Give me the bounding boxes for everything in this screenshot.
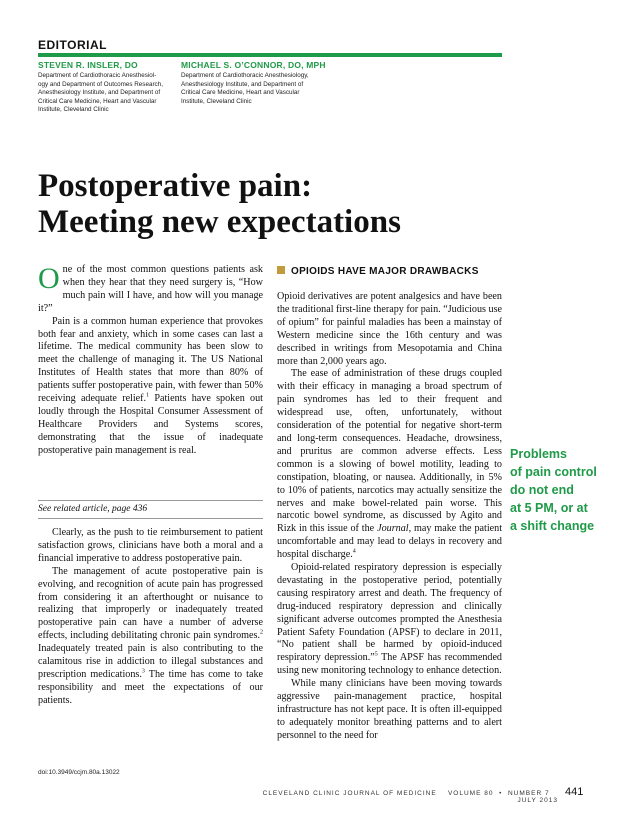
pull-quote-line: do not end (510, 483, 574, 497)
footer-volume: VOLUME 80 (447, 790, 494, 797)
section-heading (277, 266, 479, 277)
doi: doi:10.3949/ccjm.80a.13022 (38, 769, 120, 776)
paragraph (38, 316, 263, 458)
affiliation-line: ogy and Department of Outcomes Research, (38, 80, 163, 88)
paragraph-text: The time has come to take responsibility and meet the expectations of our patients. (38, 668, 263, 706)
affiliation-line: Institute, Cleveland Clinic (38, 106, 109, 114)
paragraph-text: Clearly, as the push to tie reimbursement to patient satisfaction grows, clinicians have both a moral and a financial imperative to address postoperative pain. (38, 527, 263, 564)
reference-marker: 4 (352, 548, 356, 555)
affiliation-line: Anesthesiology Institute, and Department of (181, 80, 304, 88)
title-line: Postoperative pain: (38, 168, 313, 204)
paragraph (38, 264, 263, 316)
paragraph (277, 678, 502, 743)
affiliation-line: Critical Care Medicine, Heart and Vascular (38, 97, 157, 105)
article-title (38, 168, 478, 240)
heading-square-icon (277, 266, 285, 274)
page-number: 441 (565, 786, 584, 798)
affiliation-line: Department of Cardiothoracic Anesthesiology, (181, 72, 309, 79)
reference-marker: 3 (141, 668, 145, 675)
author-block-1 (38, 60, 178, 115)
see-related-article[interactable]: See related article, page 436 (38, 500, 263, 519)
reference-marker: 2 (260, 629, 263, 636)
paragraph (277, 291, 502, 368)
bullet-icon: • (499, 790, 503, 797)
affiliation-line: Institute, Cleveland Clinic (181, 97, 252, 105)
pull-quote-line: Problems (510, 447, 567, 461)
footer-number: NUMBER 7 (507, 790, 550, 797)
pull-quote-line: at 5 PM, or at (510, 501, 588, 515)
right-column (277, 291, 502, 743)
author-block-2 (181, 60, 331, 106)
affiliation-line: Department of Cardiothoracic Anesthesiol- (38, 72, 157, 79)
header-rule (38, 53, 502, 57)
author-affiliation (38, 72, 178, 115)
pull-quote-line: a shift change (510, 519, 595, 533)
affiliation-line: Anesthesiology Institute, and Department of (38, 89, 161, 97)
left-column-top (38, 264, 263, 458)
paragraph-text: ne of the most common questions patients ask when they hear that they need surgery is, “How much pain will I have, and how will you manage it?” (38, 264, 263, 314)
journal-italic: Journal (377, 523, 409, 535)
section-label: EDITORIAL (38, 38, 107, 52)
paragraph-text: Patients have spoken out loudly through the Hospital Consumer Assessment of Healthcare Providers and Systems scores, demonstrating that the issue of inadequate postoperative pain management is real. (38, 393, 263, 456)
paragraph (38, 527, 263, 566)
paragraph (38, 566, 263, 708)
paragraph-text: The management of acute postoperative pain is evolving, and recognition of acute pain has progressed from considering it an afterthought or nuisance to realizing that improperly or inadequately treated postoperative pain can have a number of adverse effects, including debilitating chronic pain syndromes. (38, 565, 263, 642)
left-column-bottom (38, 527, 263, 708)
author-name: STEVEN R. INSLER, DO (38, 60, 138, 70)
drop-cap: O (38, 262, 60, 295)
paragraph (277, 562, 502, 678)
reference-marker: 1 (146, 392, 150, 399)
paragraph-text: The ease of administration of these drugs coupled with their efficacy in managing a broad spectrum of pain syndromes has led to their frequent and widespread use, often, unfortunately, without consideration of the potential for negative short-term and long-term consequences. Headache, drowsiness, and pruritus are common adverse effects. Less common is a slowing of bowel motility, leading to constipation, bloating, or nausea. Additionally, in 5% to 10% of patients, narcotics may actually sensitize the nerves and make bowel-related pain worse. This narcotic bowel syndrome, as discussed by Agito and Rizk in this issue of the (277, 368, 502, 535)
paragraph-text: Inadequately treated pain is also contributing to the calamitous rise in addiction to illegal substances and prescription medications. (38, 643, 263, 680)
affiliation-line: Critical Care Medicine, Heart and Vascular (181, 89, 300, 97)
reference-marker: 5 (374, 652, 378, 658)
author-name: MICHAEL S. O’CONNOR, DO, MPH (181, 60, 326, 70)
author-affiliation (181, 72, 331, 106)
paragraph-text: The APSF has recommended using new monitoring technology to enhance detection. (277, 652, 502, 677)
title-line: Meeting new expectations (38, 204, 401, 240)
pull-quote (510, 445, 610, 535)
paragraph-text: , may make the patient uncomfortable and may lead to delays in recovery and hospital discharge. (277, 523, 503, 561)
paragraph-text: Opioid derivatives are potent analgesics and have been the traditional first-line therapy for pain. “Judicious use of opium” for painful maladies has been a mainstay of Western medicine since the 16th century and was described in writings from Mesopotamia and China more than 2,000 years ago. (277, 291, 502, 367)
section-heading-text: OPIOIDS HAVE MAJOR DRAWBACKS (291, 266, 479, 277)
footer-journal: CLEVELAND CLINIC JOURNAL OF MEDICINE (262, 790, 437, 797)
paragraph (277, 368, 502, 562)
journal-footer (258, 790, 558, 804)
pull-quote-line: of pain control (510, 465, 597, 479)
paragraph-text: Opioid-related respiratory depression is especially devastating in the postoperative period, potentially causing respiratory arrest and death. The frequency of drug-induced respiratory depression and clinically significant adverse outcomes prompted the Anesthesia Patient Safety Foundation (APSF) to declare in 2011, “No patient shall be harmed by opioid-induced respiratory depression.” (277, 562, 502, 664)
paragraph-text: While many clinicians have been moving towards aggressive pain-management practice, hospital infrastructure has not kept pace. It is often ill-equipped to adequately monitor breathing patterns and to alert personnel to the need for (277, 678, 502, 741)
footer-date: JULY 2013 (517, 797, 558, 804)
paragraph-text: Pain is a common human experience that provokes both fear and anxiety, which in some cases can last a lifetime. The medical community has been slow to meet the challenge of managing it. The US National Institutes of Health states that more than 80% of patients suffer postoperative pain, with fewer than 50% receiving adequate relief. (38, 315, 263, 405)
